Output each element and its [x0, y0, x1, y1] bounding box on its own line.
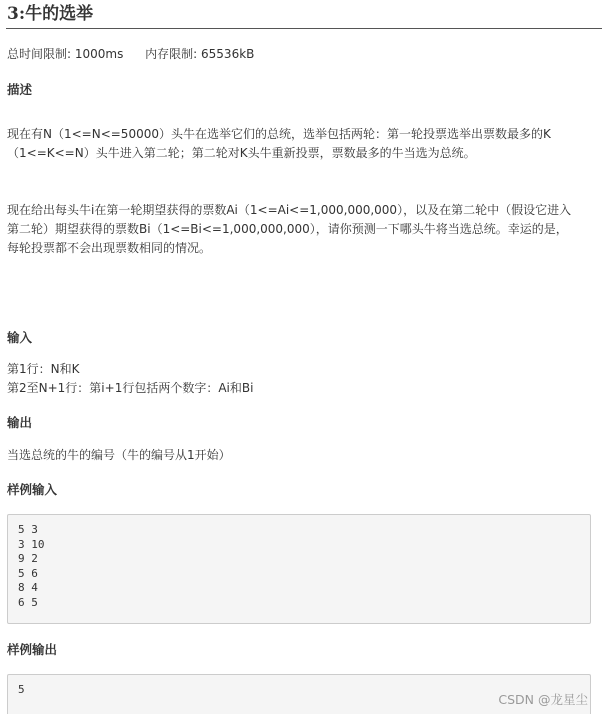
- sample-input-line: 9 2: [18, 552, 38, 566]
- time-limit: 总时间限制: 1000ms: [7, 47, 124, 61]
- sample-input-line: 3 10: [18, 537, 45, 551]
- description-line: 第二轮）期望获得的票数Bi（1<=Bi<=1,000,000,000），请你预测一下哪头牛将当选总统。幸运的是，: [7, 222, 568, 236]
- limits-row: [7, 46, 254, 62]
- input-text: [7, 360, 595, 398]
- sample-input-line: 8 4: [18, 581, 38, 595]
- input-line: 第1行：N和K: [7, 362, 80, 376]
- output-text: [7, 446, 595, 465]
- sample-input-box: [7, 514, 591, 624]
- sample-input-line: 5 6: [18, 566, 38, 580]
- description-line: [7, 182, 595, 201]
- output-heading: 输出: [7, 415, 33, 430]
- description-line: （1<=K<=N）头牛进入第二轮；第二轮对K头牛重新投票，票数最多的牛当选为总统。: [7, 146, 476, 160]
- title-divider: [6, 28, 602, 29]
- sample-input-heading: 样例输入: [7, 482, 58, 497]
- description-line: 每轮投票都不会出现票数相同的情况。: [7, 241, 212, 255]
- description-line: 现在给出每头牛i在第一轮期望获得的票数Ai（1<=Ai<=1,000,000,000），以及在第二轮中（假设它进入: [7, 203, 572, 217]
- description-text: [7, 125, 595, 258]
- output-line: 当选总统的牛的编号（牛的编号从1开始）: [7, 448, 231, 462]
- problem-title: 3:牛的选举: [7, 4, 94, 24]
- input-line: 第2至N+1行：第i+1行包括两个数字：Ai和Bi: [7, 381, 254, 395]
- description-heading: 描述: [7, 82, 33, 97]
- sample-output-line: 5: [18, 683, 25, 696]
- sample-output-heading: 样例输出: [7, 642, 58, 657]
- description-line: [7, 163, 595, 182]
- sample-input-line: 6 5: [18, 595, 38, 609]
- description-line: 现在有N（1<=N<=50000）头牛在选举它们的总统，选举包括两轮：第一轮投票选举出票数最多的K: [7, 127, 551, 141]
- memory-limit: 内存限制: 65536kB: [145, 47, 255, 61]
- input-heading: 输入: [7, 330, 33, 345]
- csdn-watermark: CSDN @龙星尘: [498, 692, 588, 707]
- sample-input-line: 5 3: [18, 523, 38, 536]
